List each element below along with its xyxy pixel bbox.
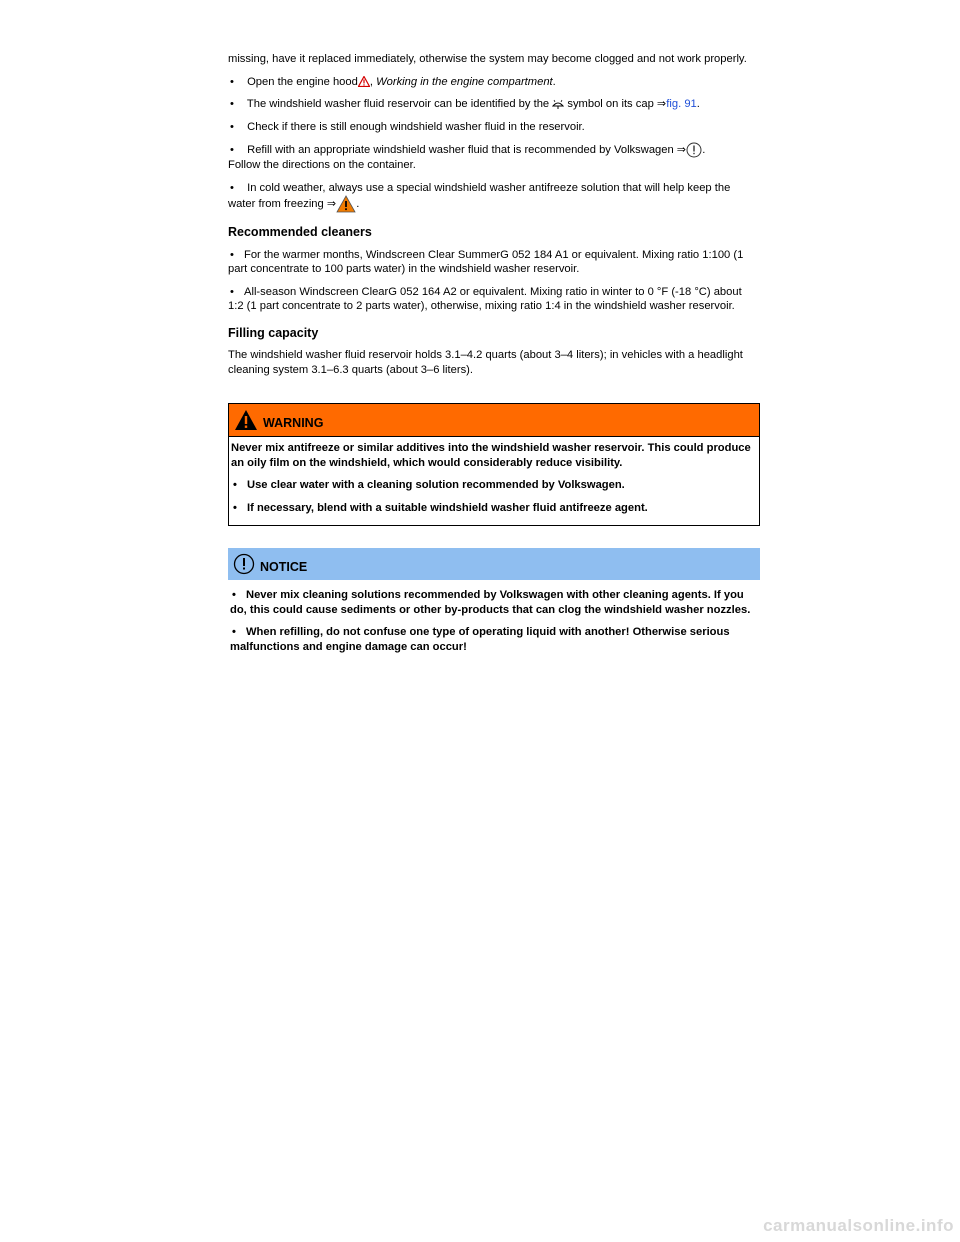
- bullet: •: [230, 120, 234, 133]
- bullet: •: [232, 589, 236, 601]
- bullet: •: [230, 143, 234, 156]
- list-item: • Open the engine hood , Working in the engine compartment.: [230, 75, 556, 88]
- watermark: carmanualsonline.info: [763, 1216, 954, 1235]
- list-item: • When refilling, do not confuse one type of operating liquid with another! Otherwise serious malfunctions and engine damage can occur!: [230, 626, 730, 653]
- warning-triangle-icon: [234, 409, 258, 431]
- bullet: •: [230, 98, 234, 110]
- list-item: • Never mix cleaning solutions recommended by Volkswagen with other cleaning agents. If you do, this could cause sediments or other by-products that can clog the windshield washer nozzles.: [230, 589, 751, 616]
- warning-triangle-icon: [358, 76, 370, 87]
- warning-triangle-icon: [336, 195, 356, 213]
- washer-fluid-icon: [552, 99, 564, 110]
- list-item: • Use clear water with a cleaning solution recommended by Volkswagen.: [233, 479, 625, 491]
- section-reference: Working in the engine compartment: [376, 75, 553, 88]
- warning-title: WARNING: [263, 416, 324, 430]
- warning-body: [229, 437, 759, 525]
- notice-header: [228, 548, 760, 580]
- bullet: •: [233, 479, 237, 491]
- list-item: • Check if there is still enough windshield washer fluid in the reservoir.: [230, 120, 585, 133]
- capacity-heading: Filling capacity: [228, 325, 319, 340]
- notice-circle-icon: [233, 553, 255, 575]
- warning-text: Never mix antifreeze or similar additives into the windshield washer reservoir. This could produce an oily film on the windshield, which would considerably reduce visibility.: [231, 442, 751, 469]
- figure-link[interactable]: fig. 91: [666, 98, 697, 110]
- warning-box: [228, 403, 760, 526]
- bullet: •: [233, 501, 237, 514]
- warning-header: [229, 404, 759, 437]
- notice-circle-icon: [686, 142, 702, 158]
- notice-title: NOTICE: [260, 560, 308, 574]
- list-item: • If necessary, blend with a suitable windshield washer fluid antifreeze agent.: [233, 501, 648, 514]
- cleaners-heading: Recommended cleaners: [228, 225, 372, 239]
- list-item: • For the warmer months, Windscreen Clear SummerG 052 184 A1 or equivalent. Mixing ratio 1:100 (1 part concentrate to 100 parts water) in the windshield washer reservoir.: [228, 248, 744, 275]
- list-item: • The windshield washer fluid reservoir can be identified by the symbol on its cap ⇒fig. 91.: [230, 98, 700, 110]
- list-item: • In cold weather, always use a special windshield washer antifreeze solution that will help keep the water from freezing ⇒ .: [228, 181, 760, 214]
- list-item: • Refill with an appropriate windshield washer fluid that is recommended by Volkswagen ⇒ . Follow the directions on the container.: [228, 143, 706, 171]
- intro-paragraph: missing, have it replaced immediately, otherwise the system may become clogged and not work properly.: [228, 53, 747, 65]
- notice-box: [228, 548, 760, 654]
- list-item: • All-season Windscreen ClearG 052 164 A2 or equivalent. Mixing ratio in winter to 0 °F (-18 °C) about 1:2 (1 part concentrate to 2 parts water), otherwise, mixing ratio 1:4 in the windshield washer reservoir.: [228, 285, 742, 312]
- bullet: •: [230, 285, 234, 298]
- manual-page: [228, 52, 760, 662]
- bullet: •: [230, 181, 234, 194]
- capacity-paragraph: The windshield washer fluid reservoir holds 3.1–4.2 quarts (about 3–4 liters); in vehicles with a headlight cleaning system 3.1–6.3 quarts (about 3–6 liters).: [228, 349, 743, 376]
- bullet: •: [230, 248, 234, 261]
- bullet: •: [232, 626, 236, 638]
- notice-body: [228, 580, 760, 654]
- bullet: •: [230, 75, 234, 88]
